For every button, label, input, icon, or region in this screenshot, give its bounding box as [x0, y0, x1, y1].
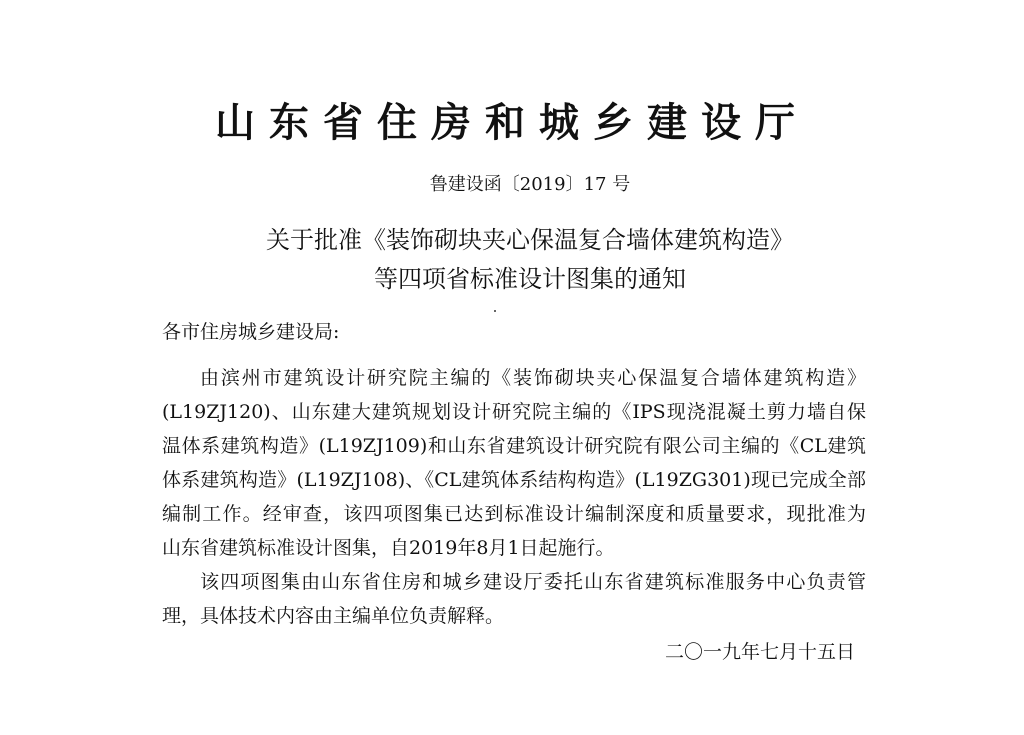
body-paragraph-1-line-3: 温体系建筑构造》(L19ZJ109)和山东省建筑设计研究院有限公司主编的《CL建筑: [162, 435, 866, 457]
issuing-agency-title: 山东省住房和城乡建设厅: [215, 99, 809, 146]
notice-title-line-2: 等四项省标准设计图集的通知: [374, 265, 686, 293]
body-paragraph-1-line-1: 由滨州市建筑设计研究院主编的《装饰砌块夹心保温复合墙体建筑构造》: [200, 367, 866, 389]
body-paragraph-2-line-2: 理，具体技术内容由主编单位负责解释。: [162, 605, 505, 627]
document-number: 鲁建设函〔2019〕17 号: [429, 174, 631, 195]
issue-date: 二〇一九年七月十五日: [665, 641, 856, 663]
body-paragraph-1-line-4: 体系建筑构造》(L19ZJ108)、《CL建筑体系结构构造》(L19ZG301)现已完成全部: [162, 469, 866, 491]
body-paragraph-2-line-1: 该四项图集由山东省住房和城乡建设厅委托山东省建筑标准服务中心负责管: [200, 571, 866, 593]
body-paragraph-1-line-5: 编制工作。经审查，该四项图集已达到标准设计编制深度和质量要求，现批准为: [162, 503, 866, 525]
notice-title-line-1: 关于批准《装饰砌块夹心保温复合墙体建筑构造》: [266, 226, 794, 254]
body-paragraph-1-line-6: 山东省建筑标准设计图集，自2019年8月1日起施行。: [162, 537, 615, 559]
body-paragraph-1-line-2: (L19ZJ120)、山东建大建筑规划设计研究院主编的《IPS现浇混凝土剪力墙自保: [162, 401, 866, 423]
addressee: 各市住房城乡建设局:: [162, 321, 340, 343]
scan-speck: [494, 310, 496, 312]
